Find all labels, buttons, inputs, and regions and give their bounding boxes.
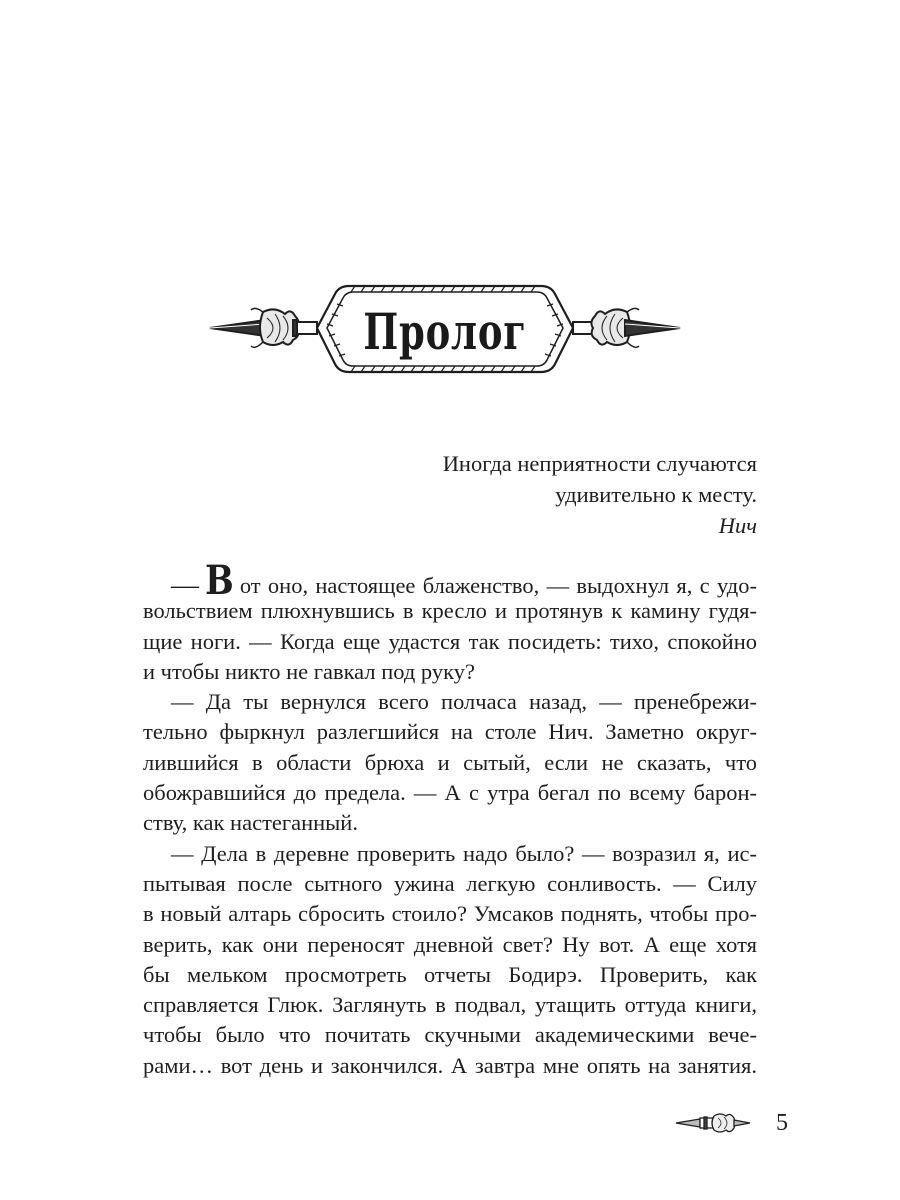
body-line: и чтобы никто не гавкал под руку? [143,658,475,684]
body-line: вольствием плюхнувшись в кресло и протянув к камину гудя- [143,598,757,624]
footer-ornament [674,1108,752,1138]
epigraph-author: Нич [718,513,757,538]
body-line: в новый алтарь сбросить стоило? Умсаков поднять, чтобы про- [143,901,757,927]
first-line-text: от оно, настоящее блаженство, — выдохнул я, с удо- [239,573,757,598]
page-number: 5 [776,1110,788,1136]
body-line: верить, как они переносят дневной свет? Ну вот. А еще хотя [143,931,757,957]
body-line: щие ноги. — Когда еще удастся так посидеть: тихо, спокойно [143,628,757,654]
body-line: — Дела в деревне проверить надо было? — возразил я, ис- [171,840,757,866]
body-line: обожравшийся до предела. — А с утра бегал по всему барон- [143,780,757,806]
epigraph-line: удивительно к месту. [555,482,757,507]
body-line-first [143,557,757,604]
leading-dash: — [171,570,199,601]
epigraph-line: Иногда неприятности случаются [442,451,757,476]
spear-tulip-small-icon [674,1108,752,1138]
dropcap-letter: В [205,557,234,604]
body-line: рами… вот день и закончился. А завтра мне опять на занятия. [143,1052,757,1078]
body-line: тельно фыркнул разлегшийся на столе Нич. Заметно округ- [143,719,757,745]
body-line: справляется Глюк. Заглянуть в подвал, утащить оттуда книги, [143,992,757,1018]
body-line: ству, как настеганный. [143,810,358,836]
chapter-body [143,557,757,1081]
body-line: — Да ты вернулся всего полчаса назад, — пренебрежи- [171,689,757,715]
body-line: лившийся в области брюха и сытый, если не сказать, что [143,749,757,775]
body-line: пытывая после сытного ужина легкую сонливость. — Силу [143,870,757,896]
body-line: чтобы было что почитать скучными академическими вече- [143,1022,757,1048]
chapter-title-ornament [205,278,685,393]
chapter-title: Пролог [363,302,527,361]
body-line: бы мельком просмотреть отчеты Бодирэ. Проверить, как [143,961,757,987]
epigraph [443,448,757,541]
